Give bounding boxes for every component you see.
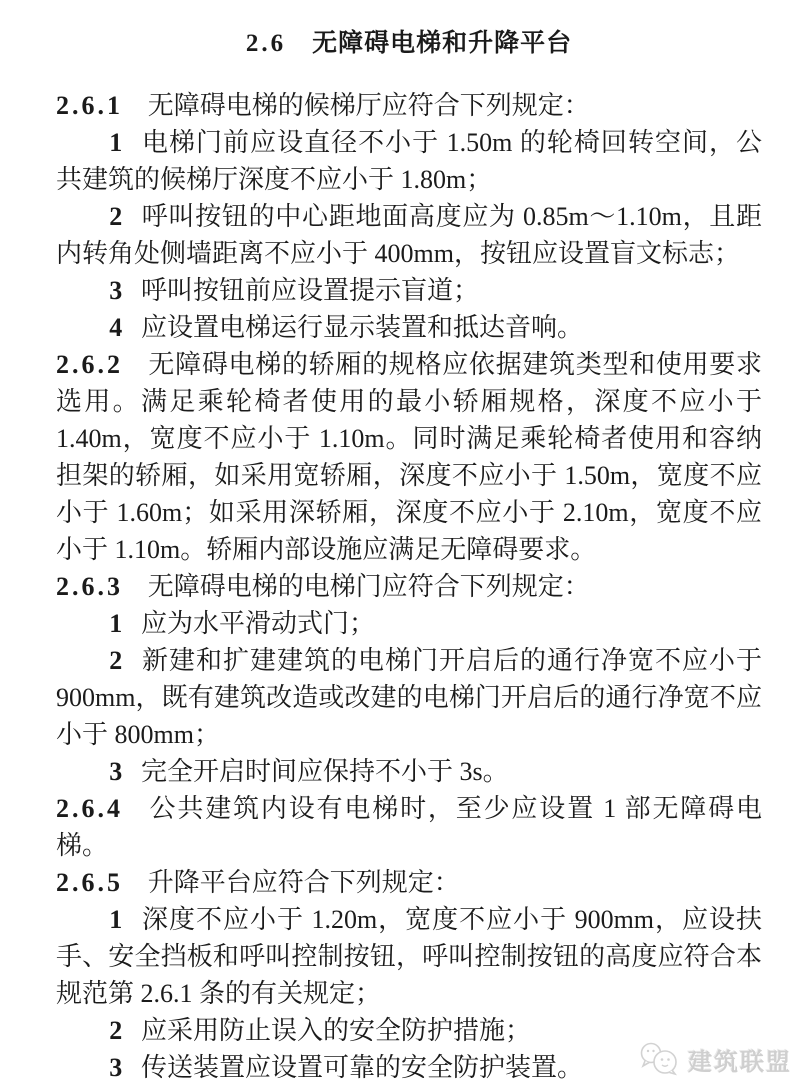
item-number: 1 bbox=[109, 128, 123, 157]
item-paragraph bbox=[56, 309, 762, 346]
item-text: 应为水平滑动式门； bbox=[141, 609, 376, 638]
item-text: 呼叫按钮的中心距地面高度应为 0.85m～1.10m，且距内转角处侧墙距离不应小于 400mm，按钮应设置盲文标志； bbox=[56, 202, 762, 268]
item-number: 1 bbox=[109, 609, 123, 638]
clause-number: 2.6.5 bbox=[56, 868, 123, 897]
watermark-logo bbox=[638, 1041, 792, 1077]
item-text: 应采用防止误入的安全防护措施； bbox=[141, 1016, 532, 1045]
clause-text: 无障碍电梯的轿厢的规格应依据建筑类型和使用要求选用。满足乘轮椅者使用的最小轿厢规格，深度不应小于 1.40m，宽度不应小于 1.10m。同时满足乘轮椅者使用和容纳担架的轿厢，如采用宽轿厢，深度不应小于 1.50m，宽度不应小于 1.60m；如采用深轿厢，深度不应小于 2.10m，宽度不应小于 1.10m。轿厢内部设施应满足无障碍要求。 bbox=[56, 350, 762, 564]
item-number: 2 bbox=[109, 646, 123, 675]
clause-number: 2.6.1 bbox=[56, 91, 123, 120]
clause-paragraph bbox=[56, 87, 762, 124]
item-number: 1 bbox=[109, 905, 123, 934]
item-number: 3 bbox=[109, 1053, 123, 1082]
watermark-text: 建筑联盟 bbox=[688, 1048, 792, 1076]
item-text: 完全开启时间应保持不小于 3s。 bbox=[141, 757, 509, 786]
section-number: 2.6 bbox=[245, 30, 287, 57]
item-paragraph bbox=[56, 198, 762, 272]
item-paragraph bbox=[56, 124, 762, 198]
section-title bbox=[56, 24, 762, 64]
item-number: 3 bbox=[109, 757, 123, 786]
item-text: 电梯门前应设直径不小于 1.50m 的轮椅回转空间，公共建筑的候梯厅深度不应小于 1.80m； bbox=[56, 128, 762, 194]
clause-number: 2.6.4 bbox=[56, 794, 123, 823]
item-number: 2 bbox=[109, 1016, 123, 1045]
item-paragraph bbox=[56, 753, 762, 790]
item-number: 3 bbox=[109, 276, 123, 305]
clause-text: 无障碍电梯的电梯门应符合下列规定： bbox=[147, 572, 590, 601]
clause-paragraph bbox=[56, 568, 762, 605]
item-text: 呼叫按钮前应设置提示盲道； bbox=[141, 276, 480, 305]
item-paragraph bbox=[56, 272, 762, 309]
item-paragraph bbox=[56, 642, 762, 753]
item-paragraph bbox=[56, 901, 762, 1012]
item-text: 传送装置应设置可靠的安全防护装置。 bbox=[141, 1053, 584, 1082]
clause-paragraph bbox=[56, 790, 762, 864]
clause-number: 2.6.2 bbox=[56, 350, 123, 379]
item-text: 新建和扩建建筑的电梯门开启后的通行净宽不应小于 900mm，既有建筑改造或改建的电梯门开启后的通行净宽不应小于 800mm； bbox=[56, 646, 762, 749]
clause-paragraph bbox=[56, 864, 762, 901]
item-text: 深度不应小于 1.20m，宽度不应小于 900mm，应设扶手、安全挡板和呼叫控制按钮，呼叫控制按钮的高度应符合本规范第 2.6.1 条的有关规定； bbox=[56, 905, 762, 1008]
clause-text: 无障碍电梯的候梯厅应符合下列规定： bbox=[147, 91, 590, 120]
chat-bubbles-icon bbox=[638, 1041, 682, 1077]
section-title-text: 无障碍电梯和升降平台 bbox=[312, 30, 573, 57]
clause-number: 2.6.3 bbox=[56, 572, 123, 601]
item-number: 2 bbox=[109, 202, 123, 231]
item-text: 应设置电梯运行显示装置和抵达音响。 bbox=[141, 313, 584, 342]
item-number: 4 bbox=[109, 313, 123, 342]
clause-text: 升降平台应符合下列规定： bbox=[147, 868, 460, 897]
clause-text: 公共建筑内设有电梯时，至少应设置 1 部无障碍电梯。 bbox=[56, 794, 762, 860]
item-paragraph bbox=[56, 605, 762, 642]
clause-paragraph bbox=[56, 346, 762, 568]
